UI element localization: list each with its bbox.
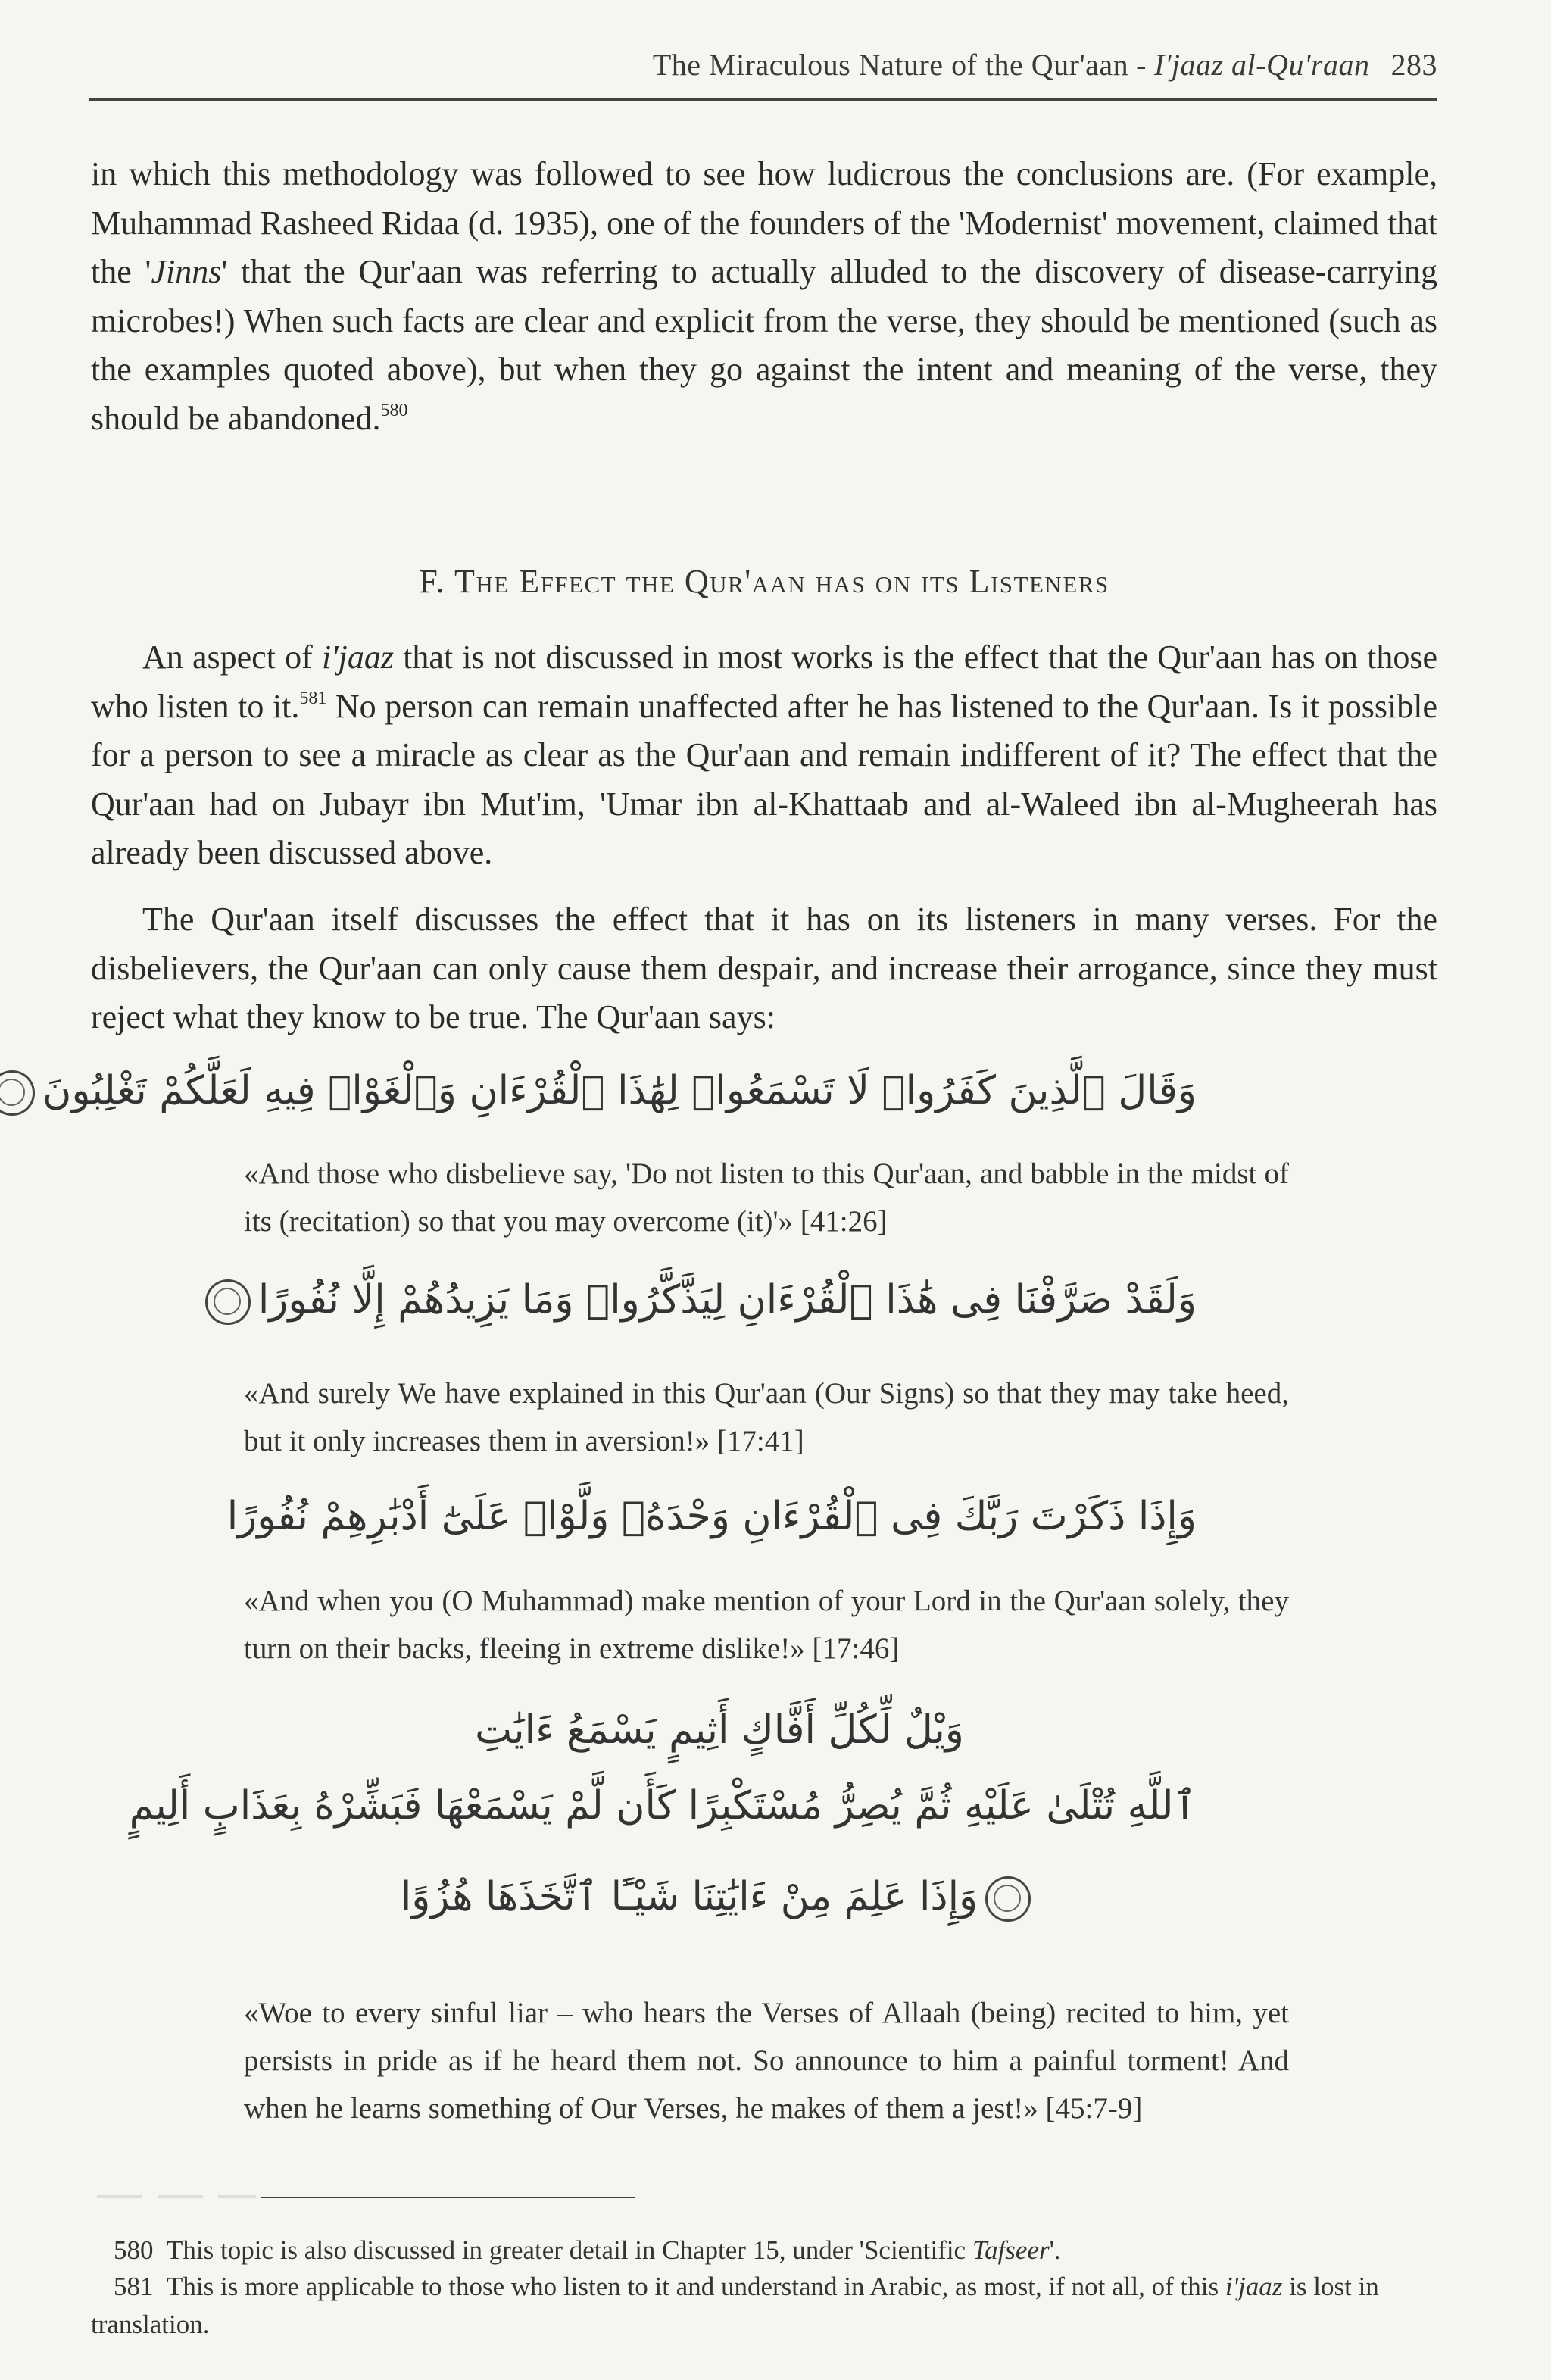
arabic-text: وَلَقَدْ صَرَّفْنَا فِى هَٰذَا ٱلْقُرْءَانِ لِيَذَّكَّرُوا۟ وَمَا يَزِيدُهُمْ إِلَّا نُفُورًا: [257, 1277, 1197, 1323]
footnote-text: This topic is also discussed in greater detail in Chapter 15, under 'Scientific: [167, 2235, 972, 2265]
verse-end-marker-icon: [985, 1876, 1031, 1922]
running-header: [89, 47, 1437, 92]
footnote-text: This is more applicable to those who listen to it and understand in Arabic, as most, if not all, of this: [167, 2272, 1225, 2301]
paragraph-italic-term: i'jaaz: [322, 639, 394, 676]
footnote-rule-faint: [97, 2195, 256, 2198]
arabic-verse-17-41: [242, 1277, 1197, 1338]
section-heading: F. The Effect the Qur'aan has on its Listeners: [419, 563, 1109, 600]
verse-end-marker-icon: [0, 1070, 35, 1116]
footnote-number: 581: [114, 2272, 154, 2301]
header-separator: -: [1136, 48, 1147, 82]
footnote-rule: [261, 2197, 635, 2198]
footnote-581: [91, 2268, 1437, 2344]
paragraph-italic-term: Jinns: [151, 253, 222, 290]
footnote-ref-581[interactable]: 581: [299, 688, 327, 708]
arabic-verse-45-8-line-2: [129, 1783, 1197, 1841]
footnote-580: [91, 2232, 1437, 2269]
arabic-verse-17-46: [226, 1494, 1197, 1554]
arabic-verse-45-9-line-3: [242, 1874, 1197, 1932]
header-title: The Miraculous Nature of the Qur'aan: [652, 48, 1129, 82]
body-paragraph: [91, 633, 1437, 878]
verse-end-marker-icon: [205, 1279, 251, 1325]
verse-translation: «Woe to every sinful liar – who hears the Verses of Allaah (being) recited to him, yet persists in pride as if he heard them not. So announce to him a painful torment! And when he learns something of Our Verses, he makes of them a jest!» [45:7-9]: [244, 1997, 1289, 2125]
verse-translation: «And those who disbelieve say, 'Do not listen to this Qur'aan, and babble in the midst of its (recitation) so that you may overcome (it)'» [41:26]: [244, 1157, 1289, 1238]
continuation-paragraph: [91, 150, 1437, 443]
paragraph-text: in which this methodology was followed to see how ludicrous the conclusions are. (For example, Muhammad Rasheed Ridaa (d. 1935), one of the founders of the 'Modernist' movement, claimed that the ': [91, 155, 1437, 290]
paragraph-text: An aspect of: [142, 639, 322, 676]
arabic-verse-45-7-line-1: [242, 1707, 1197, 1765]
arabic-text: وَقَالَ ٱلَّذِينَ كَفَرُوا۟ لَا تَسْمَعُوا۟ لِهَٰذَا ٱلْقُرْءَانِ وَٱلْغَوْا۟ فِيهِ لَعَلَّكُمْ تَغْلِبُونَ: [42, 1068, 1197, 1113]
footnote-italic-term: Tafseer: [972, 2235, 1050, 2265]
verse-translation: «And surely We have explained in this Qur'aan (Our Signs) so that they may take heed, but it only increases them in aversion!» [17:41]: [244, 1377, 1289, 1457]
paragraph-text: No person can remain unaffected after he has listened to the Qur'aan. Is it possible for a person to see a miracle as clear as the Qur'aan and remain indifferent of it? The effect that the Qur'aan had on Jubayr ibn Mut'im, 'Umar ibn al-Khattaab and al-Waleed ibn al-Mugheerah has already been discussed above.: [91, 687, 1437, 871]
arabic-verse-41-26: [42, 1068, 1197, 1129]
arabic-text: وَإِذَا عَلِمَ مِنْ ءَايَٰتِنَا شَيْـًٔا ٱتَّخَذَهَا هُزُوًا: [400, 1874, 978, 1919]
paragraph-text: ' that the Qur'aan was referring to actually alluded to the discovery of disease-carrying microbes!) When such facts are clear and explicit from the verse, they should be mentioned (such as the examples quoted above), but when they go against the intent and meaning of the verse, they should be abandoned.: [91, 253, 1437, 437]
body-paragraph: [91, 895, 1437, 1042]
arabic-text: وَإِذَا ذَكَرْتَ رَبَّكَ فِى ٱلْقُرْءَانِ وَحْدَهُۥ وَلَّوْا۟ عَلَىٰٓ أَدْبَٰرِهِمْ نُفُورًا: [226, 1494, 1197, 1539]
header-subtitle: I'jaaz al-Qu'raan: [1154, 48, 1370, 82]
paragraph-text: The Qur'aan itself discusses the effect that it has on its listeners in many verses. For the disbelievers, the Qur'aan can only cause them despair, and increase their arrogance, since they must reject what they know to be true. The Qur'aan says:: [91, 901, 1437, 1035]
header-rule: [89, 98, 1437, 101]
footnote-ref-580[interactable]: 580: [380, 400, 408, 420]
paragraph-text: that is not discussed in most works is the effect that the Qur'aan has on those who listen to it.: [91, 639, 1437, 725]
footnote-italic-term: i'jaaz: [1225, 2272, 1283, 2301]
footnote-text: '.: [1049, 2235, 1061, 2265]
arabic-text: وَيْلٌ لِّكُلِّ أَفَّاكٍ أَثِيمٍ يَسْمَعُ ءَايَٰتِ: [475, 1707, 964, 1753]
page-number: 283: [1390, 48, 1437, 82]
footnote-number: 580: [114, 2235, 154, 2265]
arabic-text: ٱللَّهِ تُتْلَىٰ عَلَيْهِ ثُمَّ يُصِرُّ مُسْتَكْبِرًا كَأَن لَّمْ يَسْمَعْهَا فَبَشِّرْهُ بِعَذَابٍ أَلِيمٍ: [129, 1783, 1197, 1829]
footnote-text: is lost in translation.: [91, 2272, 1379, 2339]
verse-translation: «And when you (O Muhammad) make mention of your Lord in the Qur'aan solely, they turn on their backs, fleeing in extreme dislike!» [17:46]: [244, 1585, 1289, 1665]
